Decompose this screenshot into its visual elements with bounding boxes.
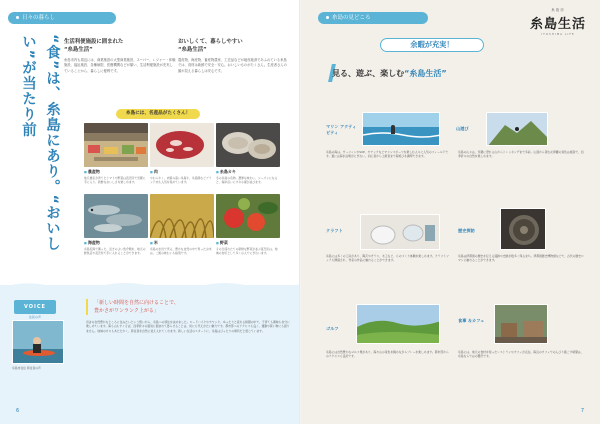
- food-desc: やわらかく、肉質の高い糸島牛、糸島豚などブランド肉も人気を集めています。: [150, 176, 212, 185]
- activity-label-cafe: 食事 ＆カフェ: [458, 318, 485, 323]
- craft-photo: [360, 214, 440, 250]
- activity-text-craft: 糸島には多くの工房があり、陶芸やガラス、木工など、ものづくり体験を楽しめます。クラフトフェアも開催され、作家の作品に触れることができます。: [326, 254, 449, 263]
- voice-body: 田舎の自然豊かなところに住みたいという想いから、糸島への移住を決めました。ロードバイクやカヤック、ゆったりと流れる時間の中で、子育ても趣味も存分に楽しめています。海も山もすぐそば、四季折々の風景に囲まれて暮らせることは、何にも代えがたい魅力です。都市部へのアクセスも良く、通勤や買い物にも困りません。地域の方々もあたたかく、移住者を自然に迎え入れてくれます。新しい生活のスタートに、糸島はぴったりの場所だと感じています。: [86, 320, 290, 333]
- food-card-oyster: [216, 123, 280, 185]
- intro-column-2: [178, 38, 290, 74]
- brand-small: 糸島市: [551, 8, 565, 12]
- heading-highlight: “糸島生活”: [404, 69, 447, 78]
- activity-label-marine: マリン アクティビティ: [326, 124, 357, 135]
- intro-column-2-title: [178, 38, 290, 54]
- intro-1-title-line1: 生活利便施設に囲まれた: [64, 39, 124, 45]
- vertical-headline: “食”は、糸島にあり。“おいしい”が当たり前: [20, 34, 60, 252]
- food-desc: 糸島の水田で実る、豊かな自然の中で育ったお米は、ご飯の味わいも格別です。: [150, 247, 212, 256]
- activity-text-golf: 糸島には自然豊かなゴルフ場があり、海や山の景色を眺めながらプレーを楽しめます。都市部からのアクセスも良好です。: [326, 350, 449, 359]
- food-name: ■ 野菜: [216, 240, 280, 246]
- activity-label-history: 歴史探訪: [458, 228, 475, 233]
- tab-dot-icon: [16, 16, 19, 19]
- brand-logo: [530, 8, 586, 36]
- right-section-tab-label: 糸島の見どころ: [332, 15, 371, 21]
- brand-sub: ITOSHIMA LIFE: [541, 32, 575, 36]
- activity-text-cafe: 糸島には、地元の食材を使ったレストランやカフェが点在。海辺のカフェでのんびり過ごす時間は、糸島ならではの贅沢です。: [458, 350, 584, 359]
- food-name: ■ 農産物: [84, 169, 148, 175]
- food-desc: 冬の糸島の名物。濃厚な味わい、シーズンになると、海岸沿いにカキ小屋が並びます。: [216, 176, 278, 185]
- intro-2-title-line1: おいしくて、暮らしやすい: [178, 39, 243, 45]
- golf-photo: [356, 304, 440, 344]
- intro-column-1-title: [64, 38, 176, 54]
- left-section-tab: [8, 12, 116, 24]
- page-number-left: 6: [16, 408, 20, 414]
- intro-column-1: [64, 38, 176, 74]
- brand-main: 糸島生活: [529, 17, 586, 32]
- wave-divider: [0, 278, 300, 294]
- quote-line-1: 「新しい時間を自然に向けることで、: [94, 300, 179, 306]
- produce-photo: [84, 123, 148, 167]
- activity-text-marine: 糸島の海は、サーフィンやSUP、カヤックなどマリンスポーツを楽しむ人々に人気のフィールドです。夏には海水浴場がにぎわい、初心者から上級者まで海遊びを満喫できます。: [326, 150, 449, 159]
- voice-badge: VOICE: [14, 300, 56, 314]
- vegetables-photo: [216, 194, 280, 238]
- food-card-vegetables: [216, 194, 280, 256]
- voice-badge-subtitle: 住民の声: [28, 315, 41, 319]
- resident-caption: 糸島市在住 移住者の声: [12, 366, 41, 370]
- food-name: ■ 肉: [150, 169, 214, 175]
- leisure-banner: 余暇が充実！: [380, 38, 484, 52]
- activity-text-history: 糸島は伊都国の歴史を伝える遺跡や史跡が数多く残るまち。伊都国歴史博物館などで、古代の歴史ロマンに触れることができます。: [458, 254, 584, 263]
- rice-photo: [150, 194, 214, 238]
- mountain-photo: [486, 112, 548, 146]
- activity-label-craft: クラフト: [326, 228, 343, 233]
- activities-heading: [332, 68, 532, 80]
- history-photo: [500, 208, 546, 250]
- food-name: ■ 糸島カキ: [216, 169, 280, 175]
- page-number-right: 7: [580, 408, 584, 414]
- page-gutter: [299, 0, 301, 424]
- food-desc: その日採れたての新鮮な野菜が並ぶ直売所は、地域の台所として多くの人でにぎわいます。: [216, 247, 278, 256]
- food-card-meat: [150, 123, 214, 185]
- right-page: [300, 0, 600, 424]
- heading-text: 見る、遊ぶ、楽しむ: [332, 69, 405, 78]
- food-card-rice: [150, 194, 214, 256]
- activity-text-mountain: 糸島の山々は、気軽に登れる山からトレッキングまで多彩。山頂から望む玄界灘の景色は格別で、四季折々の自然を楽しめます。: [458, 150, 584, 159]
- oyster-photo: [216, 123, 280, 167]
- intro-1-title-line2: “糸島生活”: [64, 47, 93, 53]
- left-section-tab-label: 日々の暮らし: [22, 15, 56, 21]
- intro-column-2-body: 農産物、海産物、畜産物農家、工芸品などが地産地消であふれている糸島では、食材は新鮮で安全・安心。おいしいものがたくさん。生産者さんの顔が見える暮らしは安心です。: [178, 58, 287, 73]
- marine-photo: [362, 112, 440, 146]
- resident-photo: [12, 320, 64, 364]
- food-card-produce: [84, 123, 148, 185]
- food-desc: 地元農家が育てたトマトや野菜は直売所で気軽に手に入り、新鮮なおいしさを楽しめます。: [84, 176, 146, 185]
- food-desc: 糸島近海で獲った、活きのよい魚介類を、地元の鮮魚店や直売所で手に入れることができます。: [84, 247, 146, 256]
- voice-quote: [86, 299, 274, 315]
- right-section-tab: [318, 12, 428, 24]
- meat-photo: [150, 123, 214, 167]
- quote-line-2: 豊かさがワンランク上がる」: [94, 308, 159, 314]
- food-section-header: 糸島には、名産品がたくさん！: [116, 109, 200, 119]
- cafe-photo: [494, 304, 548, 344]
- activity-label-golf: ゴルフ: [326, 326, 339, 331]
- food-name: ■ 米: [150, 240, 214, 246]
- activity-label-mountain: 山遊び: [456, 126, 469, 131]
- intro-column-1-body: 糸島市内も周辺には、商業施設の大型商業施設、スーパー、レジャー・体験施設、福祉施設、各種病院、医療機関などが揃い、生活利便施設が充実していることから、暮らしに便利です。: [64, 58, 176, 73]
- seafood-photo: [84, 194, 148, 238]
- intro-2-title-line2: “糸島生活”: [178, 47, 207, 53]
- tab-dot-icon: [326, 16, 329, 19]
- food-name: ■ 海産物: [84, 240, 148, 246]
- food-card-seafood: [84, 194, 148, 256]
